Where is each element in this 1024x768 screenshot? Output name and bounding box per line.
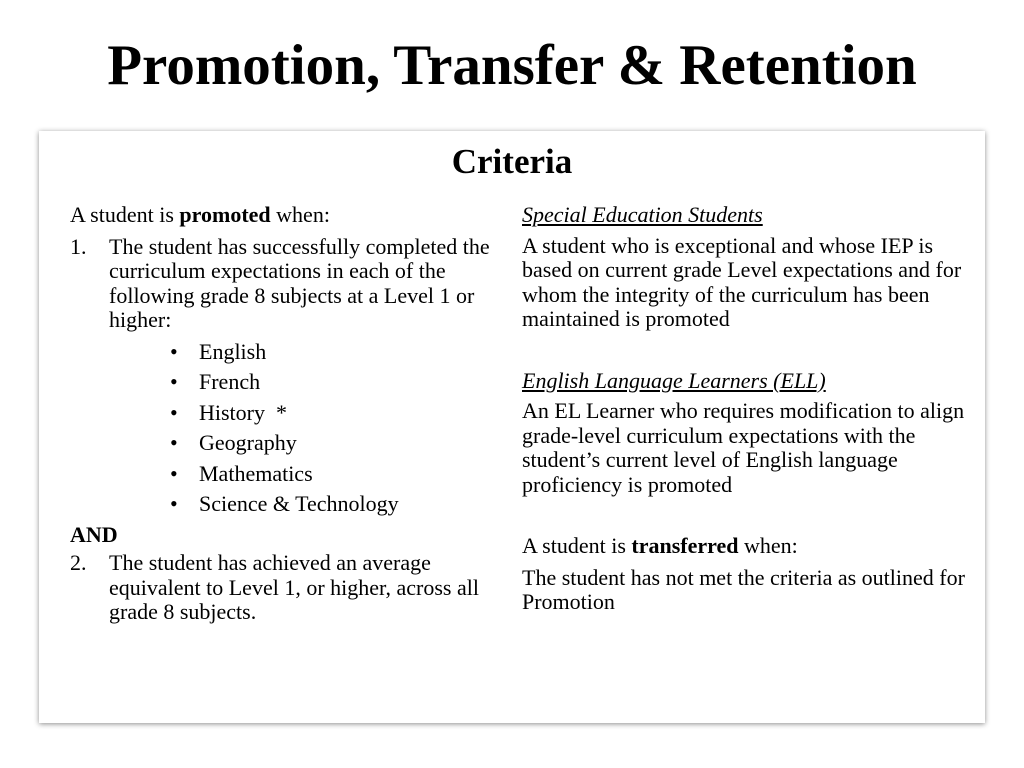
criterion-2-number: 2. <box>70 550 87 575</box>
slide-title: Promotion, Transfer & Retention <box>107 34 917 97</box>
subjects-list <box>70 340 490 517</box>
bullet-icon: • <box>170 338 178 364</box>
subject-label: Mathematics <box>199 460 313 486</box>
bullet-icon: • <box>170 430 178 455</box>
subject-label: Geography <box>199 430 297 455</box>
criterion-2 <box>70 551 490 625</box>
subject-label: History * <box>199 399 287 425</box>
subject-item <box>170 401 490 426</box>
special-cases-column <box>522 203 982 615</box>
bullet-icon: • <box>170 399 178 425</box>
transferred-text: The student has not met the criteria as outlined for Promotion <box>522 564 965 614</box>
promoted-suffix: when: <box>270 202 330 227</box>
promotion-criteria-column <box>70 203 490 625</box>
promoted-intro <box>70 203 490 228</box>
subject-label: French <box>199 369 261 394</box>
transferred-intro <box>522 534 982 559</box>
subject-label: Science & Technology <box>199 491 399 516</box>
subject-item <box>170 462 490 487</box>
criterion-1-number: 1. <box>70 233 87 259</box>
criterion-1-text: The student has successfully completed the curriculum expectations in each of the following grade 8 subjects at a Level 1 or higher: <box>109 233 490 332</box>
subject-item <box>170 370 490 395</box>
subject-item <box>170 492 490 517</box>
transferred-keyword: transferred <box>631 533 739 558</box>
subject-item <box>170 431 490 456</box>
criteria-heading: Criteria <box>451 142 573 181</box>
bullet-icon: • <box>170 369 178 394</box>
criteria-card <box>39 131 985 723</box>
special-education-heading: Special Education Students <box>522 202 763 227</box>
special-education-text: A student who is exceptional and whose IEP is based on current grade Level expectations and for whom the integrity of the curriculum has been maintained is promoted <box>522 232 962 331</box>
criterion-1 <box>70 235 490 333</box>
ell-text: An EL Learner who requires modification to align grade-level curriculum expectations with the student’s current level of English language proficiency is promoted <box>522 398 965 497</box>
bullet-icon: • <box>170 460 178 486</box>
promoted-prefix: A student is <box>70 202 180 227</box>
transferred-prefix: A student is <box>522 533 632 558</box>
criterion-2-text: The student has achieved an average equivalent to Level 1, or higher, across all grade 8 subjects. <box>109 550 479 624</box>
subject-item <box>170 340 490 365</box>
bullet-icon: • <box>170 491 178 516</box>
and-conjunction: AND <box>70 521 118 547</box>
transferred-suffix: when: <box>738 533 798 558</box>
subject-label: English <box>199 338 267 364</box>
ell-heading: English Language Learners (ELL) <box>522 367 826 393</box>
promoted-keyword: promoted <box>179 202 271 227</box>
